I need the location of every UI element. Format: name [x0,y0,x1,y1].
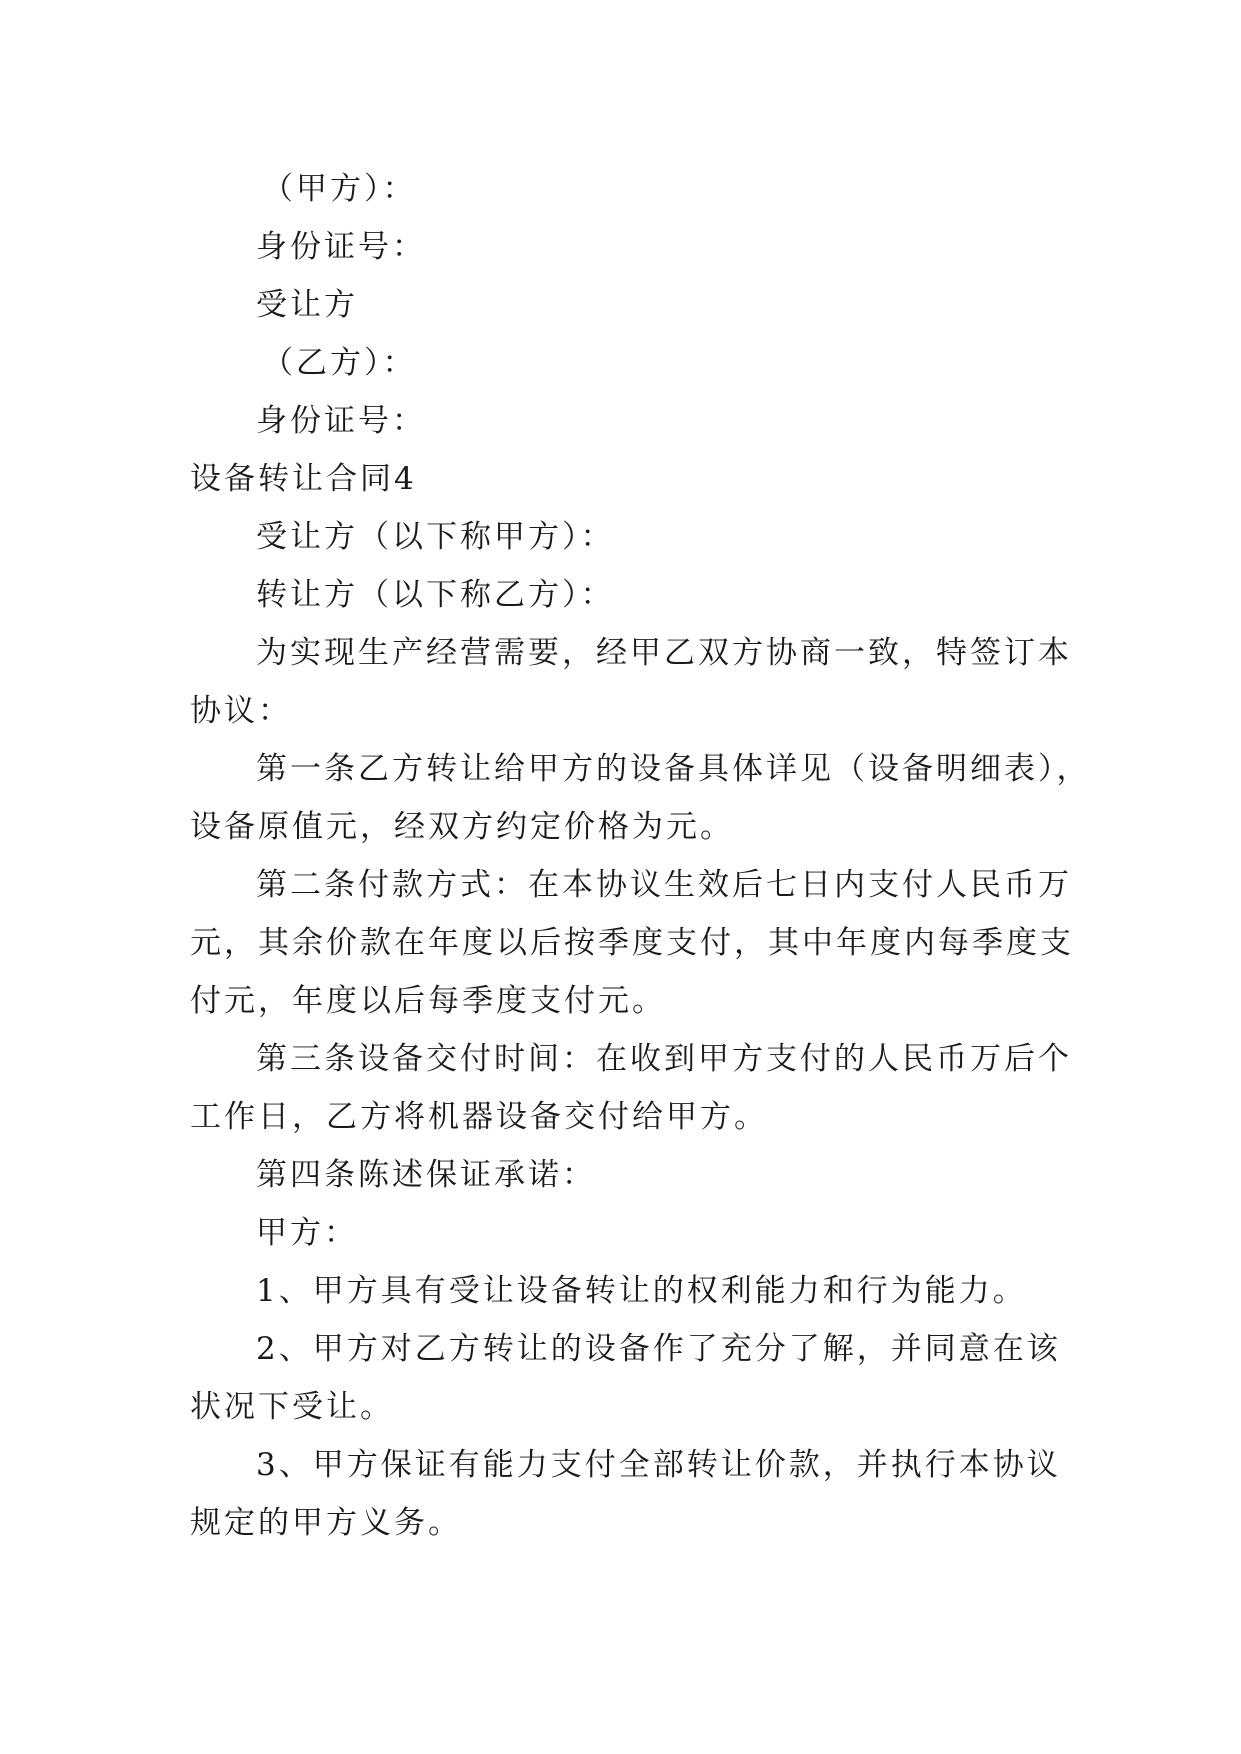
paragraph-line: 1、甲方具有受让设备转让的权利能力和行为能力。 [256,1273,1027,1309]
paragraph-line: 付元，年度以后每季度支付元。 [190,983,666,1019]
paragraph-line: 状况下受让。 [190,1389,394,1425]
article-1 [190,740,1091,856]
transferee-label: 受让方 [256,287,358,323]
intro-paragraph [190,624,1072,740]
paragraph-line: 为实现生产经营需要，经甲乙双方协商一致，特签订本 [256,635,1072,671]
article-4 [190,1146,1050,1204]
contract-title: 设备转让合同4 [190,461,417,497]
party-b-label: （乙方）： [262,345,417,381]
clause-2 [190,1320,1061,1436]
paragraph-line: 2、甲方对乙方转让的设备作了充分了解，并同意在该 [256,1331,1061,1367]
party-a-label: （甲方）： [262,171,417,207]
party-a-section [190,1204,1050,1262]
paragraph-line: 协议： [190,693,292,729]
paragraph-line: 第一条乙方转让给甲方的设备具体详见（设备明细表）， [256,751,1091,787]
paragraph-line: 元，其余价款在年度以后按季度支付，其中年度内每季度支 [190,925,1074,961]
paragraph-line: 规定的甲方义务。 [190,1505,462,1541]
paragraph-line: 设备原值元，经双方约定价格为元。 [190,809,734,845]
article-3 [190,1030,1072,1146]
party-b-id-label: 身份证号： [256,403,426,439]
transferee-party-a: 受让方（以下称甲方）： [256,519,615,555]
clause-3 [190,1436,1061,1552]
paragraph-line: 3、甲方保证有能力支付全部转让价款，并执行本协议 [256,1447,1061,1483]
paragraph-line: 第四条陈述保证承诺： [256,1157,596,1193]
paragraph-line: 第二条付款方式：在本协议生效后七日内支付人民币万 [256,867,1072,903]
transferor-party-b: 转让方（以下称乙方）： [256,577,615,613]
party-a-id-label: 身份证号： [256,229,426,265]
paragraph-line: 工作日，乙方将机器设备交付给甲方。 [190,1099,768,1135]
clause-1 [190,1262,1050,1320]
article-2 [190,856,1074,1030]
paragraph-line: 第三条设备交付时间：在收到甲方支付的人民币万后个 [256,1041,1072,1077]
document-page [190,160,1091,1552]
paragraph-line: 甲方： [256,1215,358,1251]
